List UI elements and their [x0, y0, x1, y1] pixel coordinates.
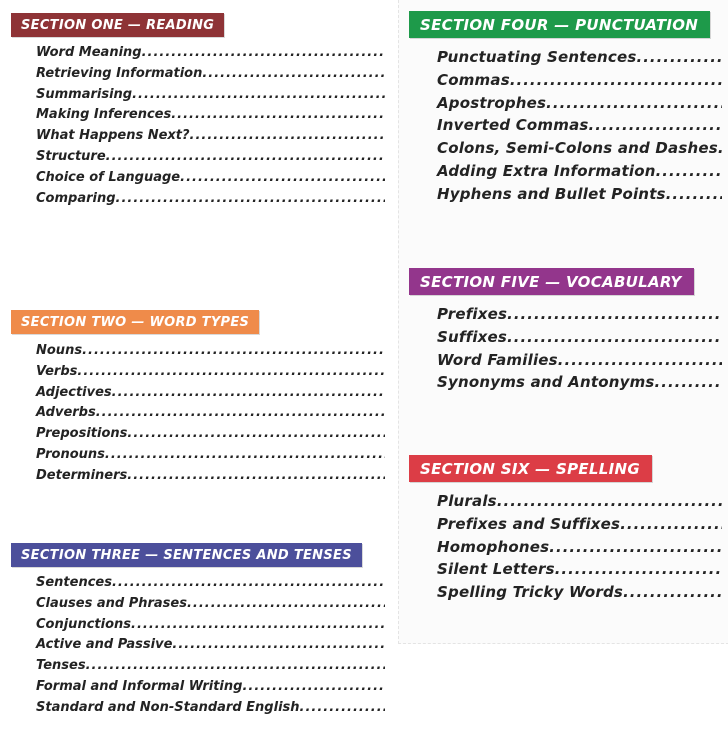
- toc-item[interactable]: [36, 677, 385, 698]
- toc-item[interactable]: [437, 183, 722, 206]
- toc-item[interactable]: [36, 85, 385, 106]
- dot-leader: [620, 513, 722, 536]
- toc-item-label: Punctuating Sentences: [437, 48, 637, 66]
- dot-leader: [77, 362, 385, 383]
- toc-item[interactable]: [36, 615, 385, 636]
- toc-item-label: Making Inferences: [36, 107, 172, 123]
- dot-leader: [656, 160, 722, 183]
- toc-item[interactable]: [36, 341, 385, 362]
- toc-item[interactable]: [36, 698, 385, 719]
- dot-leader: [131, 615, 385, 636]
- dot-leader: [623, 581, 722, 604]
- dot-leader: [655, 371, 722, 394]
- section-vocabulary: [409, 268, 722, 394]
- toc-item[interactable]: [437, 69, 722, 92]
- dot-leader: [202, 64, 385, 85]
- dot-leader: [116, 189, 385, 210]
- section-header: SECTION FIVE — VOCABULARY: [409, 268, 694, 295]
- toc-item[interactable]: [36, 403, 385, 424]
- dot-leader: [637, 46, 722, 69]
- toc-item[interactable]: [437, 46, 722, 69]
- toc-item-label: Choice of Language: [36, 169, 181, 185]
- toc-item-label: Verbs: [36, 363, 78, 379]
- toc-item[interactable]: [437, 490, 722, 513]
- toc-item-label: Hyphens and Bullet Points: [437, 184, 666, 203]
- section-item-list: [36, 43, 385, 209]
- toc-item[interactable]: [437, 536, 722, 559]
- section-item-list: [437, 490, 722, 604]
- toc-item-label: Summarising: [36, 86, 133, 102]
- toc-item[interactable]: [36, 362, 385, 383]
- toc-item[interactable]: [437, 114, 722, 137]
- dot-leader: [558, 349, 722, 372]
- dot-leader: [112, 573, 385, 594]
- section-sentences-tenses: [11, 543, 385, 719]
- dot-leader: [549, 536, 722, 559]
- dot-leader: [96, 403, 385, 424]
- toc-item-label: Prepositions: [36, 426, 128, 442]
- section-header: SECTION SIX — SPELLING: [409, 455, 652, 482]
- section-header: SECTION THREE — SENTENCES AND TENSES: [11, 543, 362, 567]
- dot-leader: [171, 105, 385, 126]
- toc-item[interactable]: [437, 326, 722, 349]
- toc-item[interactable]: [36, 105, 385, 126]
- dot-leader: [510, 69, 722, 92]
- dot-leader: [242, 677, 385, 698]
- section-word-types: [11, 310, 385, 487]
- dot-leader: [546, 92, 722, 115]
- toc-item-label: Formal and Informal Writing: [36, 678, 243, 694]
- toc-item-label: Prefixes and Suffixes: [437, 514, 621, 533]
- toc-item[interactable]: [437, 160, 722, 183]
- toc-item-label: Retrieving Information: [36, 65, 203, 81]
- toc-item[interactable]: [437, 371, 722, 394]
- toc-item-label: Conjunctions: [36, 616, 131, 632]
- toc-item-label: Pronouns: [36, 446, 105, 462]
- dot-leader: [172, 635, 385, 656]
- toc-item[interactable]: [437, 349, 722, 372]
- toc-item[interactable]: [437, 303, 722, 326]
- toc-item[interactable]: [36, 424, 385, 445]
- toc-item[interactable]: [36, 126, 385, 147]
- toc-item-label: Tenses: [36, 658, 86, 674]
- section-item-list: [36, 341, 385, 487]
- toc-item-label: Silent Letters: [437, 560, 555, 579]
- toc-item-label: Active and Passive: [36, 637, 173, 653]
- dot-leader: [127, 424, 385, 445]
- dot-leader: [86, 656, 385, 677]
- section-punctuation: [409, 11, 722, 206]
- toc-item-label: Standard and Non-Standard English: [36, 699, 300, 715]
- toc-item-label: Inverted Commas: [437, 116, 589, 135]
- toc-item[interactable]: [437, 581, 722, 604]
- toc-item-label: Colons, Semi-Colons and Dashes: [437, 139, 718, 158]
- toc-item[interactable]: [36, 168, 385, 189]
- toc-item[interactable]: [36, 445, 385, 466]
- section-reading: [11, 13, 385, 209]
- toc-item-label: Word Meaning: [36, 45, 142, 60]
- toc-item-label: Spelling Tricky Words: [437, 583, 624, 602]
- section-item-list: [437, 303, 722, 394]
- toc-item[interactable]: [36, 594, 385, 615]
- toc-item-label: Structure: [36, 148, 106, 164]
- dot-leader: [127, 466, 385, 487]
- section-item-list: [437, 46, 722, 206]
- section-header: SECTION FOUR — PUNCTUATION: [409, 11, 710, 38]
- toc-item[interactable]: [437, 137, 722, 160]
- toc-item[interactable]: [437, 92, 722, 115]
- toc-item[interactable]: [437, 558, 722, 581]
- dot-leader: [666, 183, 722, 206]
- toc-item-label: What Happens Next?: [36, 128, 190, 144]
- toc-item[interactable]: [36, 573, 385, 594]
- dot-leader: [507, 303, 722, 326]
- toc-item-label: Clauses and Phrases: [36, 595, 187, 611]
- toc-item-label: Adjectives: [36, 384, 112, 400]
- dot-leader: [718, 137, 722, 160]
- toc-item-label: Apostrophes: [437, 93, 547, 112]
- dot-leader: [132, 85, 385, 106]
- toc-item-label: Sentences: [36, 575, 112, 590]
- dot-leader: [106, 147, 385, 168]
- toc-item-label: Prefixes: [437, 305, 508, 323]
- dot-leader: [180, 168, 385, 189]
- toc-item-label: Word Families: [437, 350, 558, 369]
- section-spelling: [409, 455, 722, 604]
- dot-leader: [497, 490, 722, 513]
- dot-leader: [142, 43, 385, 64]
- dot-leader: [187, 594, 385, 615]
- dot-leader: [589, 114, 722, 137]
- toc-item[interactable]: [36, 64, 385, 85]
- toc-item-label: Adverbs: [36, 405, 96, 421]
- dot-leader: [82, 341, 385, 362]
- dot-leader: [190, 126, 385, 147]
- toc-item-label: Homophones: [437, 537, 550, 556]
- toc-item[interactable]: [36, 147, 385, 168]
- dot-leader: [300, 698, 385, 719]
- dot-leader: [507, 326, 722, 349]
- dot-leader: [112, 383, 385, 404]
- toc-item-label: Adding Extra Information: [437, 161, 656, 180]
- toc-item-label: Synonyms and Antonyms: [437, 373, 655, 392]
- toc-item[interactable]: [36, 383, 385, 404]
- toc-item-label: Suffixes: [437, 327, 508, 346]
- toc-item-label: Plurals: [437, 492, 497, 510]
- toc-item-label: Commas: [437, 70, 510, 89]
- toc-item[interactable]: [36, 189, 385, 210]
- toc-item[interactable]: [36, 656, 385, 677]
- toc-item[interactable]: [36, 466, 385, 487]
- dot-leader: [105, 445, 385, 466]
- toc-item[interactable]: [437, 513, 722, 536]
- toc-item[interactable]: [36, 635, 385, 656]
- section-item-list: [36, 573, 385, 719]
- toc-item-label: Comparing: [36, 190, 116, 206]
- section-header: SECTION TWO — WORD TYPES: [11, 310, 259, 334]
- toc-item-label: Nouns: [36, 343, 83, 358]
- section-header: SECTION ONE — READING: [11, 13, 224, 37]
- toc-item-label: Determiners: [36, 467, 128, 483]
- toc-item[interactable]: [36, 43, 385, 64]
- dot-leader: [555, 558, 722, 581]
